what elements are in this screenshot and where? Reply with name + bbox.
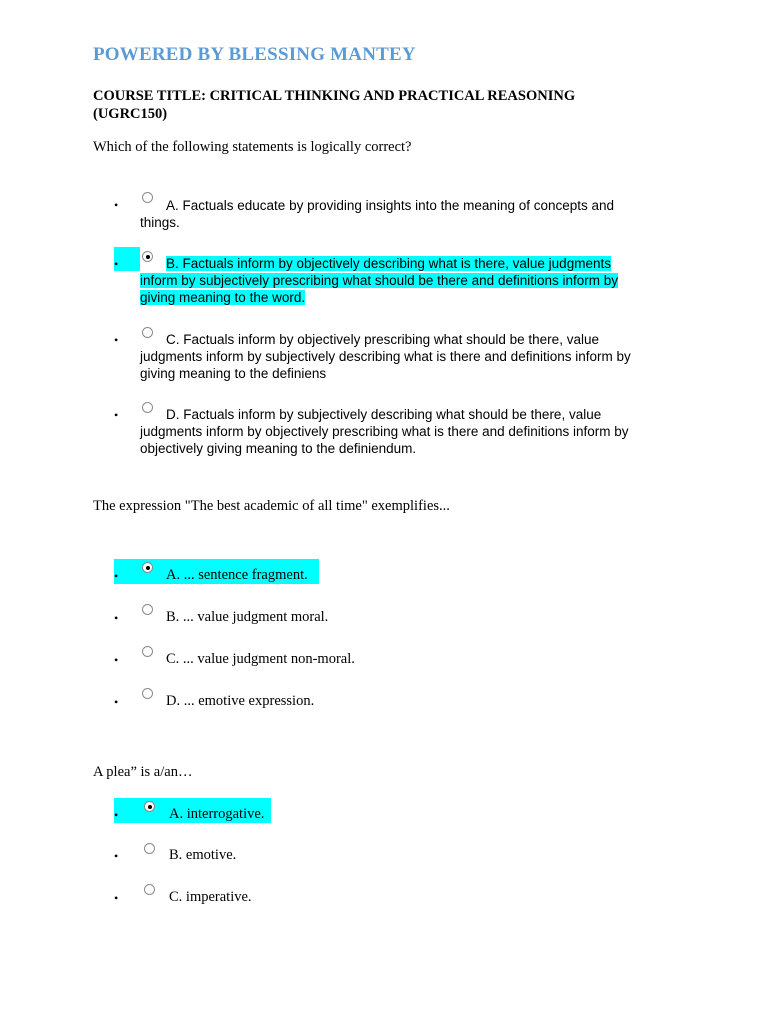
question-3-text: A plea” is a/an… bbox=[93, 764, 193, 780]
radio-q2-c[interactable] bbox=[142, 646, 153, 657]
bullet: • bbox=[114, 257, 119, 271]
bullet: • bbox=[114, 653, 119, 667]
bullet: • bbox=[114, 695, 119, 709]
bullet: • bbox=[114, 569, 119, 583]
question-1-text: Which of the following statements is logically correct? bbox=[93, 139, 412, 155]
bullet: • bbox=[114, 333, 119, 347]
option-line: judgments inform by objectively prescribing what is there and definitions inform by bbox=[140, 424, 629, 439]
option-line: judgments inform by subjectively describing what is there and definitions inform by bbox=[140, 349, 631, 364]
option-q2-c[interactable]: C. ... value judgment non-moral. bbox=[166, 651, 355, 667]
option-q1-d[interactable] bbox=[140, 406, 629, 457]
option-q3-a[interactable]: A. interrogative. bbox=[169, 806, 265, 822]
option-line: C. Factuals inform by objectively prescribing what should be there, value bbox=[166, 332, 599, 347]
course-title-line-2: (UGRC150) bbox=[93, 105, 168, 122]
bullet: • bbox=[114, 408, 119, 422]
option-line: D. Factuals inform by subjectively describing what should be there, value bbox=[166, 407, 602, 422]
bullet: • bbox=[114, 198, 119, 212]
option-q3-b[interactable]: B. emotive. bbox=[169, 847, 237, 863]
option-line: objectively giving meaning to the definiendum. bbox=[140, 441, 417, 456]
radio-q2-d[interactable] bbox=[142, 688, 153, 699]
option-line: giving meaning to the word. bbox=[140, 290, 306, 305]
option-q2-a[interactable]: A. ... sentence fragment. bbox=[166, 567, 308, 583]
option-q1-b[interactable] bbox=[140, 255, 618, 306]
bullet: • bbox=[114, 849, 119, 863]
option-q1-a[interactable] bbox=[140, 197, 614, 231]
option-line: A. Factuals educate by providing insights into the meaning of concepts and bbox=[166, 198, 615, 213]
option-q2-d[interactable]: D. ... emotive expression. bbox=[166, 693, 315, 709]
page-header-title: POWERED BY BLESSING MANTEY bbox=[93, 44, 416, 65]
bullet: • bbox=[114, 611, 119, 625]
option-q1-c[interactable] bbox=[140, 331, 631, 382]
option-line: B. Factuals inform by objectively describing what is there, value judgments bbox=[166, 256, 611, 271]
radio-q2-a-selected[interactable] bbox=[142, 562, 153, 573]
option-q2-b[interactable]: B. ... value judgment moral. bbox=[166, 609, 329, 625]
option-line: giving meaning to the definiens bbox=[140, 366, 327, 381]
radio-q3-c[interactable] bbox=[144, 884, 155, 895]
option-line: inform by subjectively prescribing what should be there and definitions inform by bbox=[140, 273, 618, 288]
bullet: • bbox=[114, 808, 119, 822]
course-title bbox=[93, 88, 653, 123]
option-q3-c[interactable]: C. imperative. bbox=[169, 889, 252, 905]
radio-q2-b[interactable] bbox=[142, 604, 153, 615]
option-line: things. bbox=[140, 215, 180, 230]
question-2-text: The expression "The best academic of all time" exemplifies... bbox=[93, 498, 450, 514]
bullet: • bbox=[114, 891, 119, 905]
radio-q3-b[interactable] bbox=[144, 843, 155, 854]
radio-q3-a-selected[interactable] bbox=[144, 801, 155, 812]
course-title-line-1: COURSE TITLE: CRITICAL THINKING AND PRACTICAL REASONING bbox=[93, 88, 576, 104]
